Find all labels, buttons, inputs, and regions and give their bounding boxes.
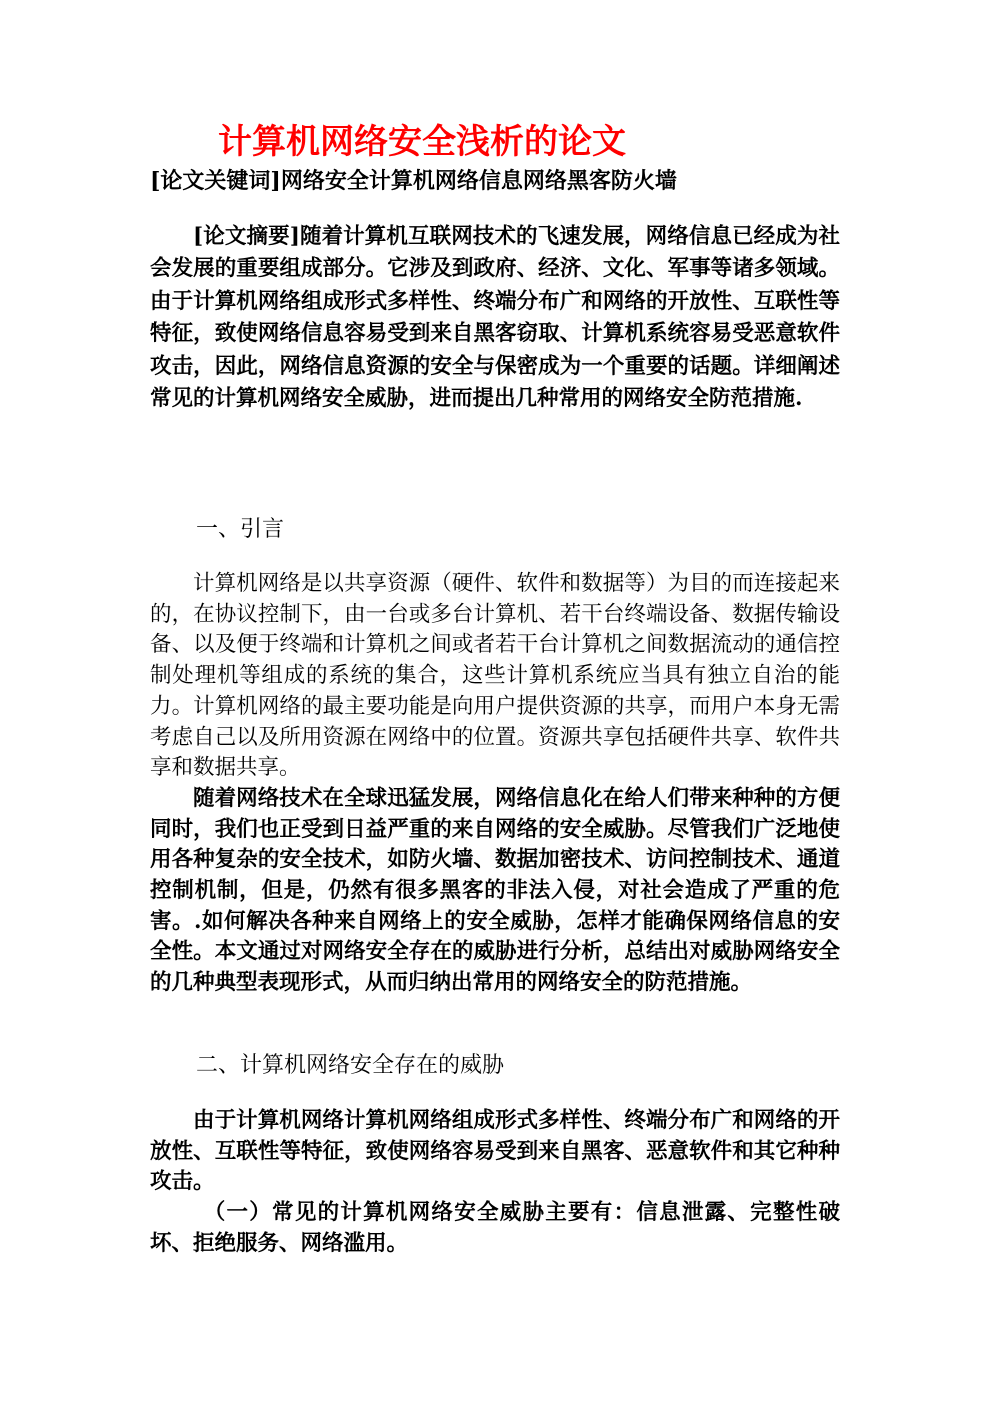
threats-paragraph-2: （一）常见的计算机网络安全威胁主要有：信息泄露、完整性破坏、拒绝服务、网络滥用。 [150, 1200, 840, 1256]
threats-body [150, 1106, 840, 1260]
section-heading-threats: 二、计算机网络安全存在的威胁 [196, 1053, 505, 1078]
introduction-paragraph-1: 计算机网络是以共享资源（硬件、软件和数据等）为目的而连接起来的，在协议控制下，由一台或多台计算机、若干台终端设备、数据传输设备、以及便于终端和计算机之间或者若干台计算机之间数据流动的通信控制处理机等组成的系统的集合，这些计算机系统应当具有独立自治的能力。计算机网络的最主要功能是向用户提供资源的共享，而用户本身无需考虑自己以及所用资源在网络中的位置。资源共享包括硬件共享、软件共享和数据共享。 [150, 571, 840, 781]
abstract-paragraph: [论文摘要]随着计算机互联网技术的飞速发展，网络信息已经成为社会发展的重要组成部分。它涉及到政府、经济、文化、军事等诸多领域。由于计算机网络组成形式多样性、终端分布广和网络的开放性、互联性等特征，致使网络信息容易受到来自黑客窃取、计算机系统容易受恶意软件攻击，因此，网络信息资源的安全与保密成为一个重要的话题。详细阐述常见的计算机网络安全威胁，进而提出几种常用的网络安全防范措施. [150, 224, 840, 412]
document-title: 计算机网络安全浅析的论文 [218, 122, 626, 162]
keywords-line: [论文关键词]网络安全计算机网络信息网络黑客防火墙 [150, 168, 677, 194]
introduction-body [150, 569, 840, 999]
abstract-block [150, 221, 840, 415]
introduction-paragraph-2: 随着网络技术在全球迅猛发展，网络信息化在给人们带来种种的方便同时，我们也正受到日益严重的来自网络的安全威胁。尽管我们广泛地使用各种复杂的安全技术，如防火墙、数据加密技术、访问控制技术、通道控制机制，但是，仍然有很多黑客的非法入侵，对社会造成了严重的危害。.如何解决各种来自网络上的安全威胁，怎样才能确保网络信息的安全性。本文通过对网络安全存在的威胁进行分析，总结出对威胁网络安全的几种典型表现形式，从而归纳出常用的网络安全的防范措施。 [150, 785, 840, 996]
threats-paragraph-1: 由于计算机网络计算机网络组成形式多样性、终端分布广和网络的开放性、互联性等特征，致使网络容易受到来自黑客、恶意软件和其它种种攻击。 [150, 1108, 840, 1195]
section-heading-introduction: 一、引言 [196, 517, 285, 542]
